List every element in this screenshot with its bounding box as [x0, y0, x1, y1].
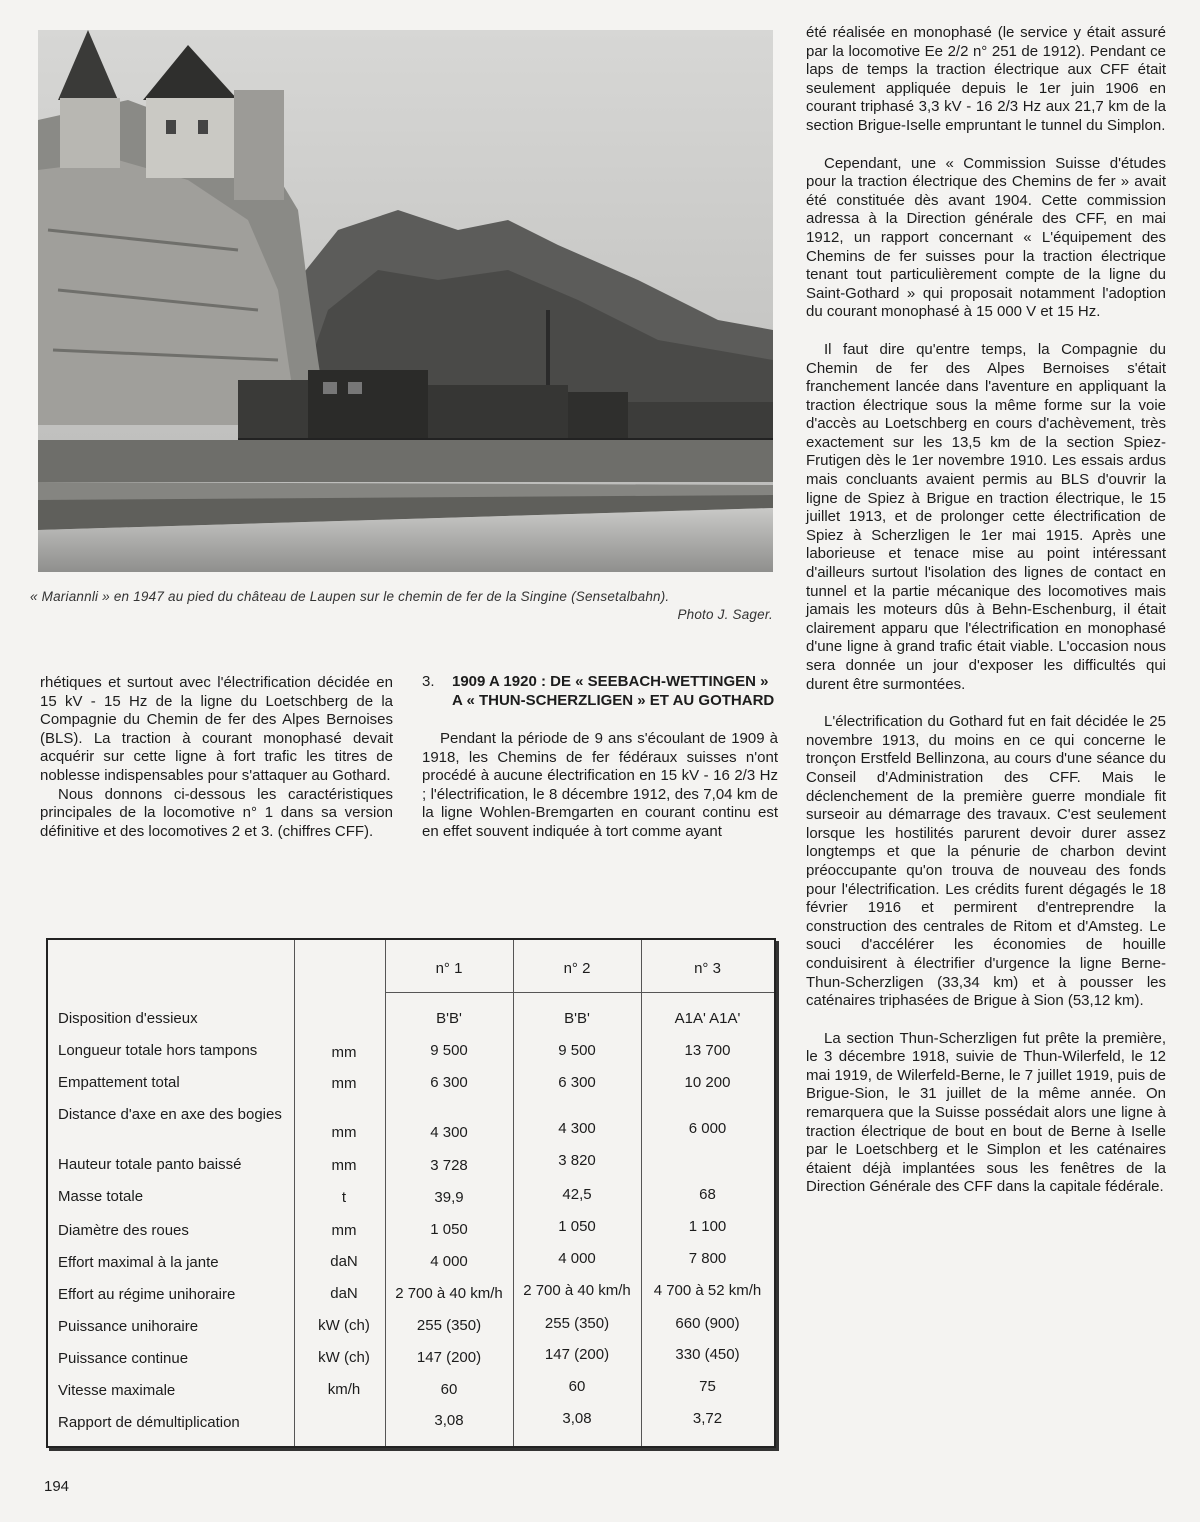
paragraph: La section Thun-Scherzligen fut prête la première, le 3 décembre 1918, suivie de Thun-Wilerfeld, le 12 mai 1919, de Wilerfeld-Berne, le 7 juillet 1919, puis de Brigue-Sion, le 31 juillet de la même année. On remarquera que la Suisse possédait alors une ligne à traction électrique de bout en bout de Berne à Iselle par le Loetschberg et le Simplon et les caténaires étaient déjà implantées sous les fenêtres de la Direction Générale des CFF dans la capitale fédérale.	[806, 1029, 1166, 1196]
row-value-no1: 39,9	[434, 1189, 464, 1206]
photo-credit: Photo J. Sager.	[677, 607, 773, 622]
row-value-no3: 7 800	[688, 1250, 727, 1267]
row-value-no1: 9 500	[430, 1042, 468, 1059]
row-value-no2: 147 (200)	[544, 1346, 610, 1363]
row-value-no1: 6 300	[430, 1074, 468, 1091]
page-number: 194	[44, 1478, 70, 1495]
row-value-no1: B'B'	[436, 1010, 462, 1027]
row-value-no2: 3,08	[562, 1410, 592, 1427]
paragraph: L'électrification du Gothard fut en fait décidée le 25 novembre 1913, du moins en ce qui concerne le tronçon Erstfeld Bellinzona, au cours d'une séance du Conseil d'Administration des CFF. Mais le déclenchement de la première guerre mondiale fit surseoir au démarrage des travaux. C'est seulement lorsque les hostilités parurent devoir durer assez longtemps et que la pénurie de charbon devint préoccupante qu'on trouva de nouveau des fonds pour l'électrification. Les crédits furent dégagés le 18 février 1916 et permirent d'entreprendre la construction des centrales de Ritom et d'Amsteg. Le souci d'accélérer les économies de houille conduisirent à électrifier d'urgence la ligne Berne-Thun-Scherzligen (33,34 km) et à pousser les caténaires triphasées de Brigue à Sion (53,12 km).	[806, 713, 1166, 1010]
row-unit: kW (ch)	[318, 1349, 370, 1366]
row-value-no3: 330 (450)	[675, 1346, 740, 1363]
row-unit: daN	[330, 1253, 358, 1270]
row-value-no1: 2 700 à 40 km/h	[395, 1285, 503, 1302]
row-label: Empattement total	[58, 1074, 180, 1091]
row-value-no1: 4 000	[430, 1253, 468, 1270]
table-header-no3: n° 3	[694, 960, 721, 977]
paragraph: été réalisée en monophasé (le service y était assuré par la locomotive Ee 2/2 n° 251 de 1912). Pendant ce laps de temps la traction électrique aux CFF était seulement appliquée depuis le 1er juin 1906 en courant triphasé 3,3 kV - 16 2/3 Hz aux 21,7 km de la section Brigue-Iselle empruntant le tunnel du Simplon.	[806, 24, 1166, 134]
row-value-no3: 68	[699, 1186, 716, 1203]
row-unit: mm	[331, 1124, 357, 1141]
section-title: 1909 A 1920 : DE « SEEBACH-WETTINGEN » A « THUN-SCHERZLIGEN » ET AU GOTHARD	[452, 673, 775, 709]
row-value-no1: 4 300	[430, 1124, 468, 1141]
row-label: Effort maximal à la jante	[58, 1254, 219, 1271]
paragraph: Cependant, une « Commission Suisse d'études pour la traction électrique des Chemins de fer » avait été constituée dès avant 1904. Cette commission adressa à la Direction générale des CFF, en mai 1912, un rapport concernant « L'équipement des Chemins de fer suisses pour la traction électrique tenant tout particulièrement compte de la ligne du Saint-Gothard » qui proposait notamment l'adoption du courant monophasé à 15 000 V et 15 Hz.	[806, 154, 1166, 321]
column-divider	[294, 940, 295, 1446]
row-value-no2: 1 050	[558, 1218, 596, 1235]
historical-train-photo	[38, 30, 773, 572]
row-unit: mm	[331, 1075, 357, 1092]
row-unit: kW (ch)	[318, 1317, 370, 1334]
paragraph: Nous donnons ci-dessous les caractéristiques principales de la locomotive n° 1 dans sa version définitive et des locomotives 2 et 3. (chiffres CFF).	[40, 785, 393, 840]
row-value-no3: 4 700 à 52 km/h	[653, 1282, 762, 1299]
row-value-no3: 13 700	[684, 1042, 731, 1059]
left-column	[40, 674, 393, 841]
row-value-no2: 6 300	[558, 1074, 596, 1091]
row-unit: km/h	[327, 1381, 361, 1398]
row-label: Distance d'axe en axe des bogies	[58, 1106, 282, 1123]
table-header-no1: n° 1	[435, 960, 463, 977]
header-divider	[385, 992, 774, 993]
row-label: Vitesse maximale	[58, 1382, 176, 1399]
section-number: 3.	[422, 673, 435, 690]
row-value-no1: 147 (200)	[416, 1349, 482, 1366]
row-value-no1: 3,08	[434, 1412, 464, 1429]
row-value-no1: 3 728	[430, 1157, 468, 1174]
row-label: Rapport de démultiplication	[58, 1414, 240, 1431]
row-value-no2: 2 700 à 40 km/h	[523, 1282, 631, 1299]
middle-column	[422, 672, 778, 842]
row-value-no3: A1A' A1A'	[674, 1010, 741, 1027]
row-value-no3: 6 000	[688, 1120, 727, 1137]
row-unit: mm	[331, 1222, 357, 1239]
locomotive-specs-table	[46, 938, 776, 1448]
section-heading	[422, 672, 778, 710]
row-label: Longueur totale hors tampons	[58, 1042, 258, 1059]
row-unit: mm	[331, 1157, 357, 1174]
row-unit: daN	[330, 1285, 358, 1302]
row-value-no2: 3 820	[558, 1152, 596, 1169]
row-label: Hauteur totale panto baissé	[58, 1156, 242, 1173]
row-value-no3: 3,72	[692, 1410, 723, 1427]
row-value-no2: 255 (350)	[544, 1315, 610, 1332]
row-label: Effort au régime unihoraire	[58, 1286, 236, 1303]
row-value-no3: 10 200	[684, 1074, 731, 1091]
row-label: Puissance continue	[58, 1350, 189, 1367]
row-value-no2: 4 000	[558, 1250, 596, 1267]
right-column	[806, 24, 1166, 1197]
row-unit: mm	[331, 1044, 357, 1061]
row-unit: t	[341, 1189, 347, 1206]
row-value-no2: 9 500	[558, 1042, 596, 1059]
caption-text: « Mariannli » en 1947 au pied du château de Laupen sur le chemin de fer de la Singine (Sensetalbahn).	[30, 589, 670, 604]
row-label: Diamètre des roues	[58, 1222, 189, 1239]
row-value-no3: 75	[699, 1378, 716, 1395]
paragraph: rhétiques et surtout avec l'électrification décidée en 15 kV - 15 Hz de la ligne du Loetschberg de la Compagnie du Chemin de fer des Alpes Bernoises (BLS). La traction à courant monophasé devait acquérir sur cette ligne à fort trafic les titres de noblesse indispensables pour s'attaquer au Gothard.	[40, 674, 393, 784]
row-value-no2: 42,5	[562, 1186, 592, 1203]
row-value-no1: 1 050	[430, 1221, 468, 1238]
paragraph: Il faut dire qu'entre temps, la Compagnie du Chemin de fer des Alpes Bernoises s'était franchement lancée dans l'aventure en appliquant la traction électrique sous la même forme sur la voie d'accès au Loetschberg en cours d'achèvement, très exactement sur les 13,5 km de la section Spiez-Frutigen dès le 1er novembre 1910. Les essais ardus mais concluants avaient permis au BLS d'ouvrir la ligne de Spiez à Brigue en traction électrique, le 15 juillet 1913, et de prolonger cette électrification de Spiez à Scherzligen le 1er mai 1915. Après une laborieuse et tenace mise au point intéressant d'ailleurs surtout l'isolation des lignes de contact en tunnel et la partie mécanique des locomotives mais jamais les moteurs dûs à Behn-Eschenburg, il était clairement apparu que l'électrification en monophasé d'une ligne à grand trafic était viable. L'occasion nous sera donnée un jour d'exposer les difficultés qui durent être surmontées.	[806, 340, 1166, 693]
row-label: Disposition d'essieux	[58, 1010, 198, 1027]
row-value-no3: 660 (900)	[675, 1315, 740, 1332]
paragraph: Pendant la période de 9 ans s'écoulant de 1909 à 1918, les Chemins de fer fédéraux suisses n'ont procédé à aucune électrification en 15 kV - 16 2/3 Hz ; l'électrification, le 8 décembre 1912, des 7,04 km de la ligne Wohlen-Bremgarten en courant continu est en effet souvent indiquée à tort comme ayant	[422, 730, 778, 840]
row-value-no1: 255 (350)	[416, 1317, 482, 1334]
row-value-no2: B'B'	[564, 1010, 590, 1027]
row-value-no2: 4 300	[558, 1120, 596, 1137]
row-value-no1: 60	[440, 1381, 458, 1398]
photo-caption	[30, 588, 775, 624]
row-value-no3: 1 100	[688, 1218, 727, 1235]
row-value-no2: 60	[568, 1378, 586, 1395]
row-label: Masse totale	[58, 1188, 144, 1205]
row-label: Puissance unihoraire	[58, 1318, 199, 1335]
table-header-no2: n° 2	[563, 960, 591, 977]
